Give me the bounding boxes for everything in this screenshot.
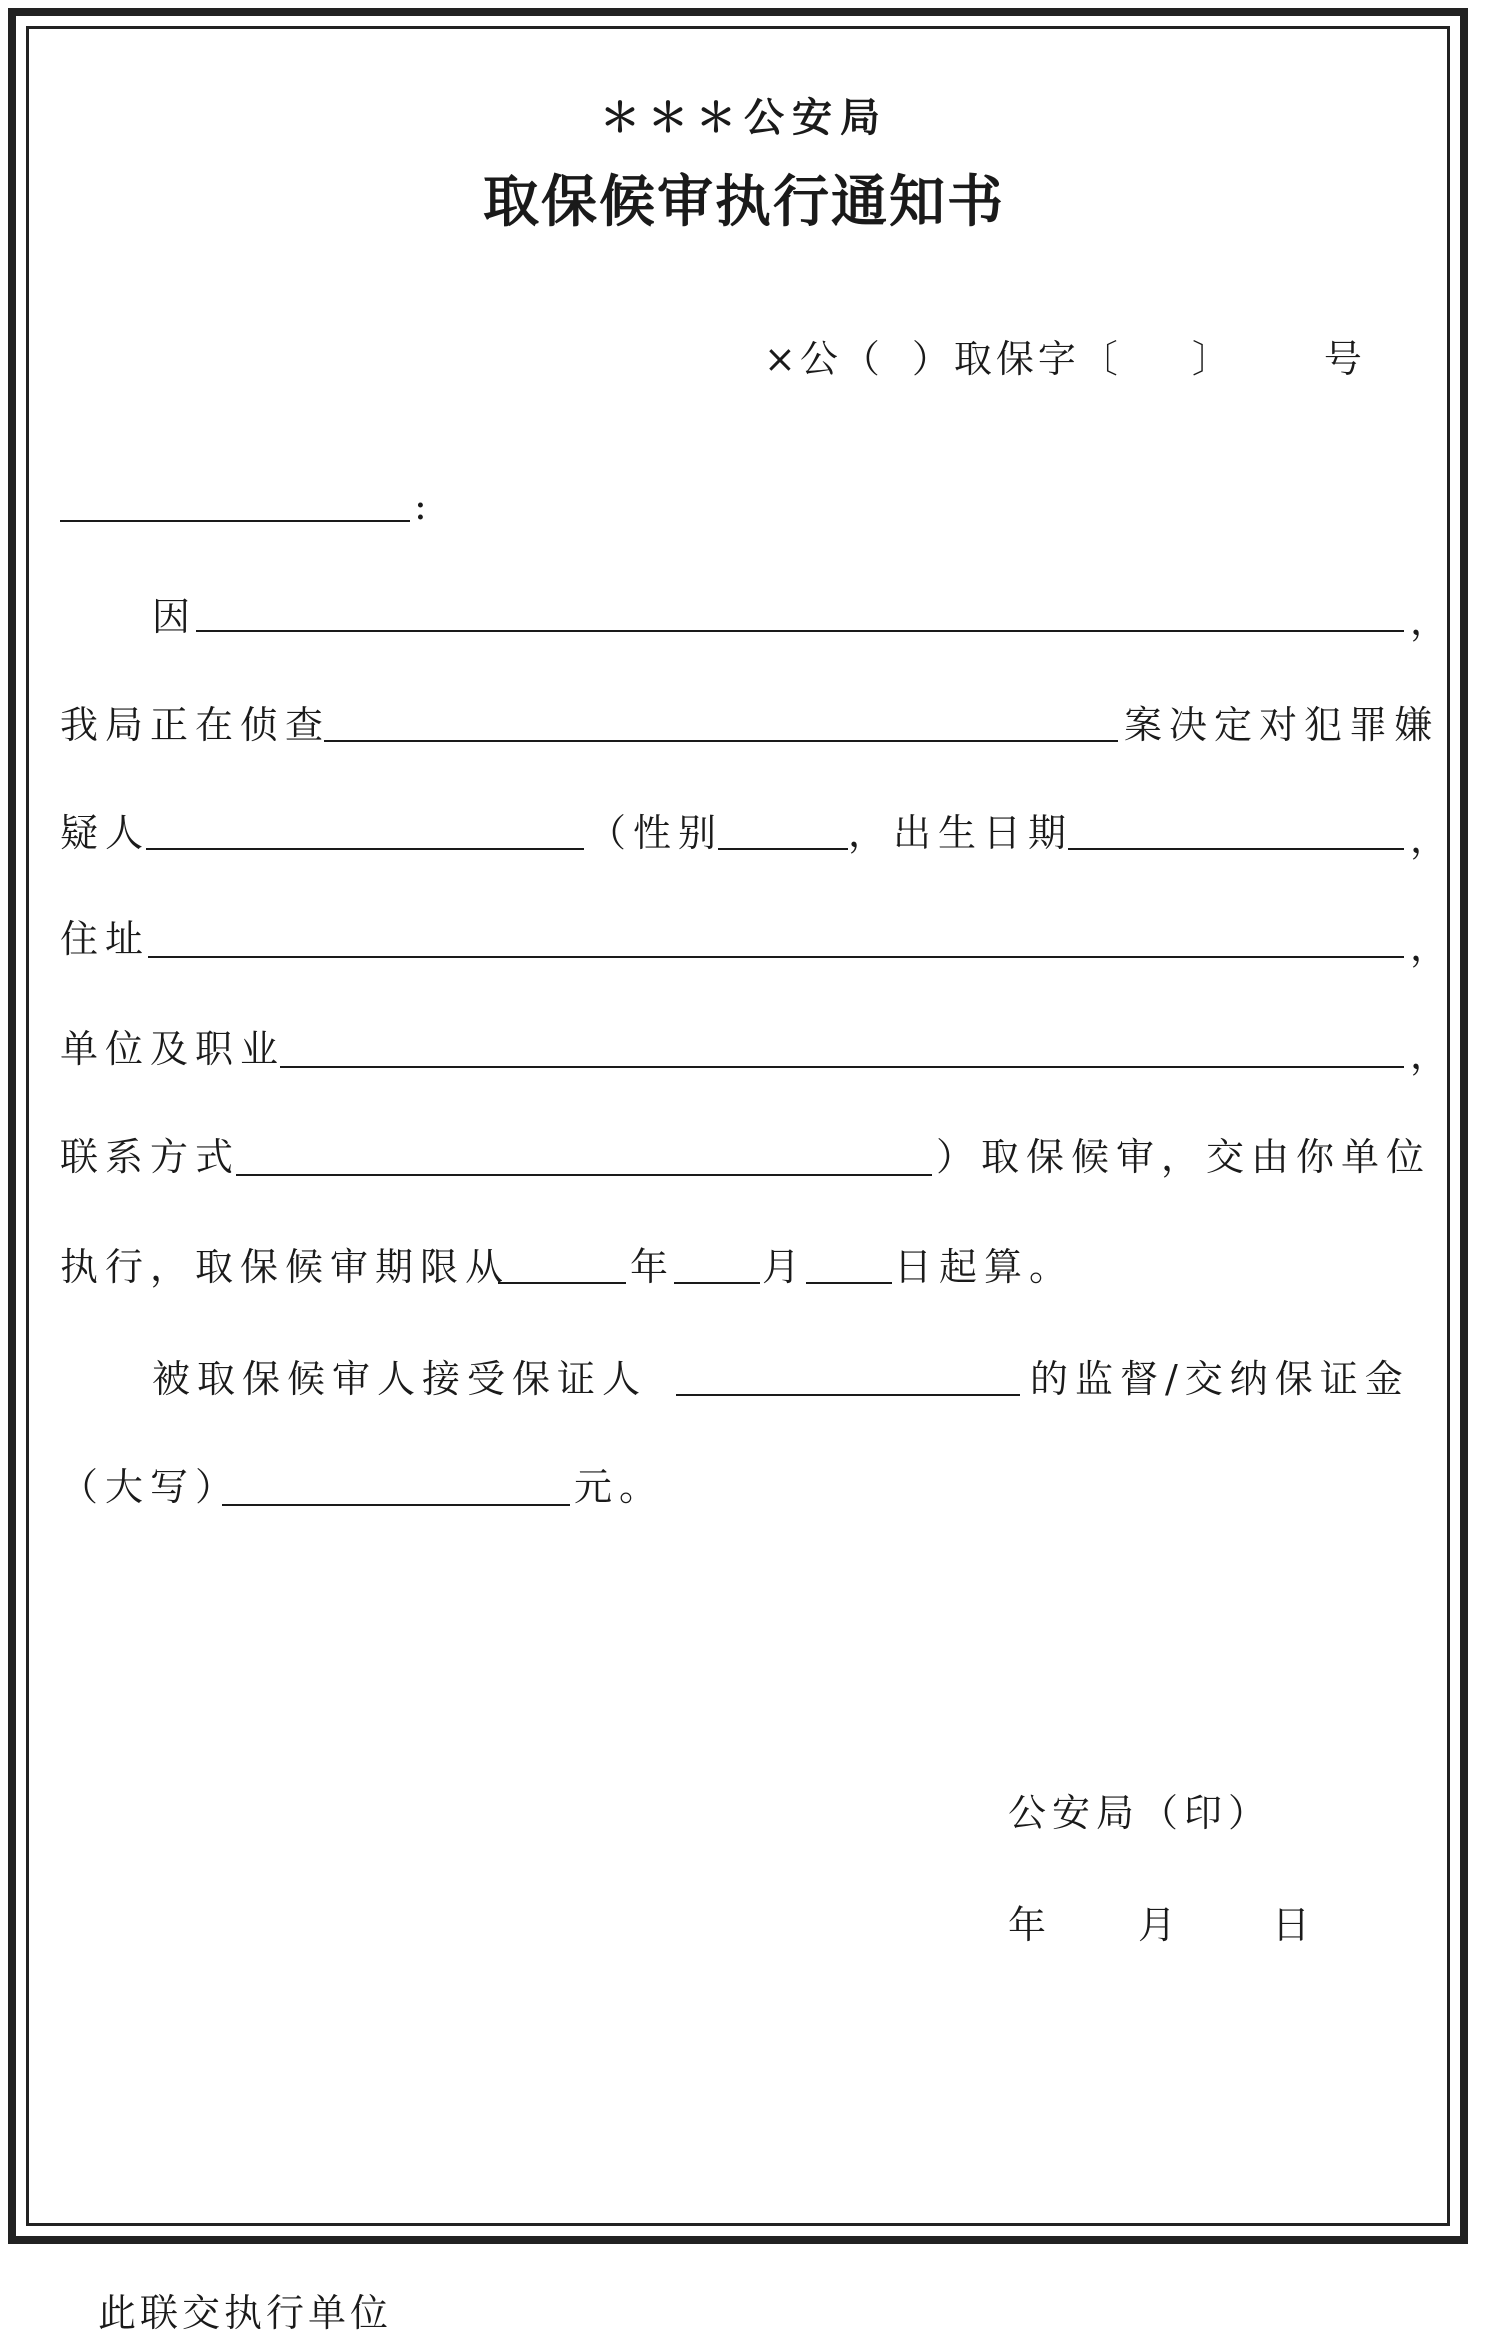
line5-comma: ， bbox=[1410, 1033, 1456, 1077]
start-month-label: 月 bbox=[762, 1245, 808, 1289]
document-title: 取保候审执行通知书 bbox=[483, 169, 1005, 235]
line3-label: 疑人 bbox=[60, 811, 151, 855]
case-underline[interactable] bbox=[324, 740, 1118, 742]
sign-day: 日 bbox=[1272, 1903, 1317, 1947]
recipient-colon: : bbox=[414, 484, 434, 528]
employer-label: 单位及职业 bbox=[60, 1027, 286, 1071]
footer-note: 此联交执行单位 bbox=[98, 2291, 393, 2335]
line4-comma: ， bbox=[1410, 925, 1456, 969]
birthdate-underline[interactable] bbox=[1068, 848, 1404, 850]
gender-underline[interactable] bbox=[718, 848, 848, 850]
seal-line: 公安局（印） bbox=[1008, 1791, 1273, 1835]
start-year-label: 年 bbox=[630, 1245, 676, 1289]
sign-year: 年 bbox=[1008, 1903, 1053, 1947]
line1-label: 因 bbox=[152, 595, 198, 639]
line3-comma: ， bbox=[1410, 817, 1456, 861]
line2-end: 案决定对犯罪嫌 bbox=[1124, 703, 1440, 747]
line7-label: 执行，取保候审期限从 bbox=[60, 1245, 511, 1289]
docnum-middle: ）取保字〔 bbox=[911, 337, 1122, 381]
birth-label: ，出生日期 bbox=[848, 811, 1074, 855]
employer-underline[interactable] bbox=[280, 1066, 1404, 1068]
line1-comma: ， bbox=[1410, 599, 1456, 643]
sign-month: 月 bbox=[1138, 1903, 1183, 1947]
line9-end: 元。 bbox=[574, 1465, 665, 1509]
line7-end: 日起算。 bbox=[894, 1245, 1075, 1289]
address-underline[interactable] bbox=[148, 956, 1404, 958]
line8-label: 被取保候审人接受保证人 bbox=[152, 1357, 648, 1401]
line6-end: ）取保候审，交由你单位 bbox=[936, 1135, 1432, 1179]
address-label: 住址 bbox=[60, 917, 151, 961]
start-year-underline[interactable] bbox=[498, 1282, 626, 1284]
issuer-name: ＊＊＊公安局 bbox=[600, 94, 888, 141]
recipient-underline[interactable] bbox=[60, 520, 410, 522]
line2-label: 我局正在侦查 bbox=[60, 703, 331, 747]
bail-amount-underline[interactable] bbox=[222, 1504, 570, 1506]
docnum-suffix: 号 bbox=[1323, 337, 1366, 381]
document-number bbox=[764, 328, 1366, 383]
contact-underline[interactable] bbox=[236, 1174, 932, 1176]
docnum-prefix: ×公（ bbox=[764, 337, 884, 381]
reason-underline[interactable] bbox=[196, 630, 1404, 632]
suspect-name-underline[interactable] bbox=[146, 848, 584, 850]
line8-end: 的监督/交纳保证金 bbox=[1030, 1357, 1410, 1401]
start-day-underline[interactable] bbox=[806, 1282, 892, 1284]
contact-label: 联系方式 bbox=[60, 1135, 241, 1179]
gender-label: （性别 bbox=[588, 811, 724, 855]
guarantor-underline[interactable] bbox=[676, 1394, 1020, 1396]
start-month-underline[interactable] bbox=[674, 1282, 760, 1284]
docnum-gap: 〕 bbox=[1191, 337, 1234, 381]
line9-label: （大写） bbox=[60, 1465, 241, 1509]
